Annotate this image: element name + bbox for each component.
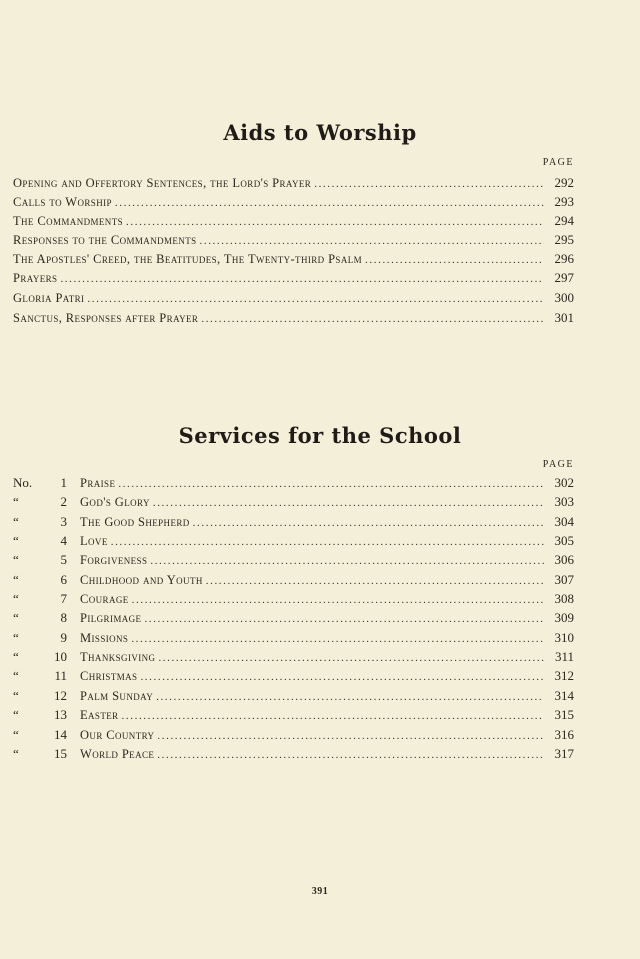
entry-prefix: “: [13, 610, 19, 625]
entry-label: Forgiveness: [80, 553, 148, 567]
toc-entry[interactable]: [13, 232, 574, 250]
entry-prefix: “: [13, 572, 19, 587]
entry-page: 295: [554, 232, 574, 247]
entry-label: Christmas: [80, 669, 138, 683]
leader-dots: [126, 216, 544, 228]
entry-label: Palm Sunday: [80, 689, 154, 703]
entry-page: 315: [554, 707, 574, 722]
entry-number: 1: [60, 475, 67, 490]
entry-page: 293: [554, 194, 574, 209]
entry-page: 310: [554, 630, 574, 645]
toc-entry[interactable]: [13, 688, 574, 706]
entry-number: 14: [54, 727, 67, 742]
toc-entry[interactable]: [13, 251, 574, 269]
entry-label: Our Country: [80, 728, 155, 742]
toc-entry[interactable]: [13, 572, 574, 590]
toc-entry[interactable]: [13, 649, 574, 667]
toc-entry[interactable]: [13, 475, 574, 493]
entry-page: 311: [554, 649, 574, 664]
toc-entry[interactable]: [13, 707, 574, 725]
toc-entry[interactable]: [13, 552, 574, 570]
entry-label: Opening and Offertory Sentences, the Lord's Prayer: [13, 176, 312, 190]
entry-page: 314: [554, 688, 574, 703]
leader-dots: [140, 671, 544, 683]
leader-dots: [156, 691, 544, 703]
entry-prefix: “: [13, 688, 19, 703]
toc-entry[interactable]: [13, 668, 574, 686]
entry-label: Sanctus, Responses after Prayer: [13, 311, 199, 325]
toc-entry[interactable]: [13, 727, 574, 745]
leader-dots: [122, 710, 544, 722]
entry-label: Courage: [80, 592, 129, 606]
entry-label: Gloria Patri: [13, 291, 85, 305]
page-number: 391: [311, 886, 329, 897]
entry-label: Praise: [80, 476, 116, 490]
entry-label: Calls to Worship: [13, 195, 112, 209]
toc-entry[interactable]: [13, 310, 574, 328]
leader-dots: [193, 517, 544, 529]
leader-dots: [118, 478, 544, 490]
leader-dots: [115, 197, 544, 209]
entry-prefix: “: [13, 727, 19, 742]
entry-page: 296: [554, 251, 574, 266]
entry-label: Thanksgiving: [80, 650, 156, 664]
entry-label: Prayers: [13, 271, 58, 285]
entry-label: World Peace: [80, 747, 155, 761]
entry-number: 2: [60, 494, 67, 509]
leader-dots: [157, 749, 544, 761]
entry-prefix: “: [13, 668, 19, 683]
entry-page: 297: [554, 270, 574, 285]
page-column-header: PAGE: [542, 157, 574, 168]
toc-entry[interactable]: [13, 746, 574, 764]
entry-label: Love: [80, 534, 108, 548]
entry-prefix: “: [13, 533, 19, 548]
entry-number: 6: [60, 572, 67, 587]
entry-number: 15: [54, 746, 67, 761]
entry-number: 11: [54, 668, 67, 683]
entry-page: 292: [554, 175, 574, 190]
entry-label: Childhood and Youth: [80, 573, 203, 587]
entry-number: 10: [54, 649, 67, 664]
entry-label: The Apostles' Creed, the Beatitudes, The Twenty-third Psalm: [13, 252, 363, 266]
toc-entry[interactable]: [13, 213, 574, 231]
entry-number: 4: [60, 533, 67, 548]
leader-dots: [206, 575, 544, 587]
entry-number: 9: [60, 630, 67, 645]
toc-entry[interactable]: [13, 175, 574, 193]
entry-page: 306: [554, 552, 574, 567]
entry-prefix: “: [13, 630, 19, 645]
entry-number: 7: [60, 591, 67, 606]
toc-entry[interactable]: [13, 630, 574, 648]
toc-entry[interactable]: [13, 290, 574, 308]
entry-page: 317: [554, 746, 574, 761]
toc-entry[interactable]: [13, 610, 574, 628]
toc-entry[interactable]: [13, 514, 574, 532]
entry-prefix: “: [13, 552, 19, 567]
entry-label: Missions: [80, 631, 129, 645]
leader-dots: [157, 730, 544, 742]
leader-dots: [158, 652, 544, 664]
entry-prefix: “: [13, 707, 19, 722]
toc-entry[interactable]: [13, 494, 574, 512]
entry-label: Responses to the Commandments: [13, 233, 197, 247]
entry-prefix: “: [13, 746, 19, 761]
entry-prefix: “: [13, 514, 19, 529]
toc-entry[interactable]: [13, 194, 574, 212]
entry-page: 316: [554, 727, 574, 742]
entry-page: 300: [554, 290, 574, 305]
leader-dots: [150, 555, 544, 567]
entry-page: 309: [554, 610, 574, 625]
leader-dots: [314, 178, 544, 190]
leader-dots: [200, 235, 545, 247]
entry-number: 13: [54, 707, 67, 722]
entry-label: The Good Shepherd: [80, 515, 190, 529]
toc-entry[interactable]: [13, 533, 574, 551]
entry-number: 12: [54, 688, 67, 703]
leader-dots: [131, 633, 544, 645]
entry-page: 302: [554, 475, 574, 490]
entry-prefix: “: [13, 494, 19, 509]
section-title-school: Services for the School: [178, 423, 462, 448]
entry-page: 294: [554, 213, 574, 228]
entry-number: 8: [60, 610, 67, 625]
page-column-header: PAGE: [542, 459, 574, 470]
entry-page: 307: [554, 572, 574, 587]
entry-prefix: No.: [13, 475, 33, 490]
entry-page: 301: [554, 310, 574, 325]
leader-dots: [60, 273, 544, 285]
entry-prefix: “: [13, 649, 19, 664]
leader-dots: [111, 536, 544, 548]
section-title-worship: Aids to Worship: [223, 120, 417, 145]
entry-prefix: “: [13, 591, 19, 606]
entry-page: 308: [554, 591, 574, 606]
entry-number: 3: [60, 514, 67, 529]
leader-dots: [87, 293, 544, 305]
leader-dots: [144, 613, 544, 625]
entry-label: Pilgrimage: [80, 611, 142, 625]
entry-label: God's Glory: [80, 495, 150, 509]
entry-page: 303: [554, 494, 574, 509]
toc-entry[interactable]: [13, 591, 574, 609]
leader-dots: [132, 594, 544, 606]
entry-page: 304: [554, 514, 574, 529]
leader-dots: [201, 313, 544, 325]
toc-entry[interactable]: [13, 270, 574, 288]
entry-label: Easter: [80, 708, 119, 722]
leader-dots: [153, 497, 544, 509]
entry-page: 305: [554, 533, 574, 548]
entry-page: 312: [554, 668, 574, 683]
entry-label: The Commandments: [13, 214, 124, 228]
leader-dots: [365, 254, 544, 266]
entry-number: 5: [60, 552, 67, 567]
